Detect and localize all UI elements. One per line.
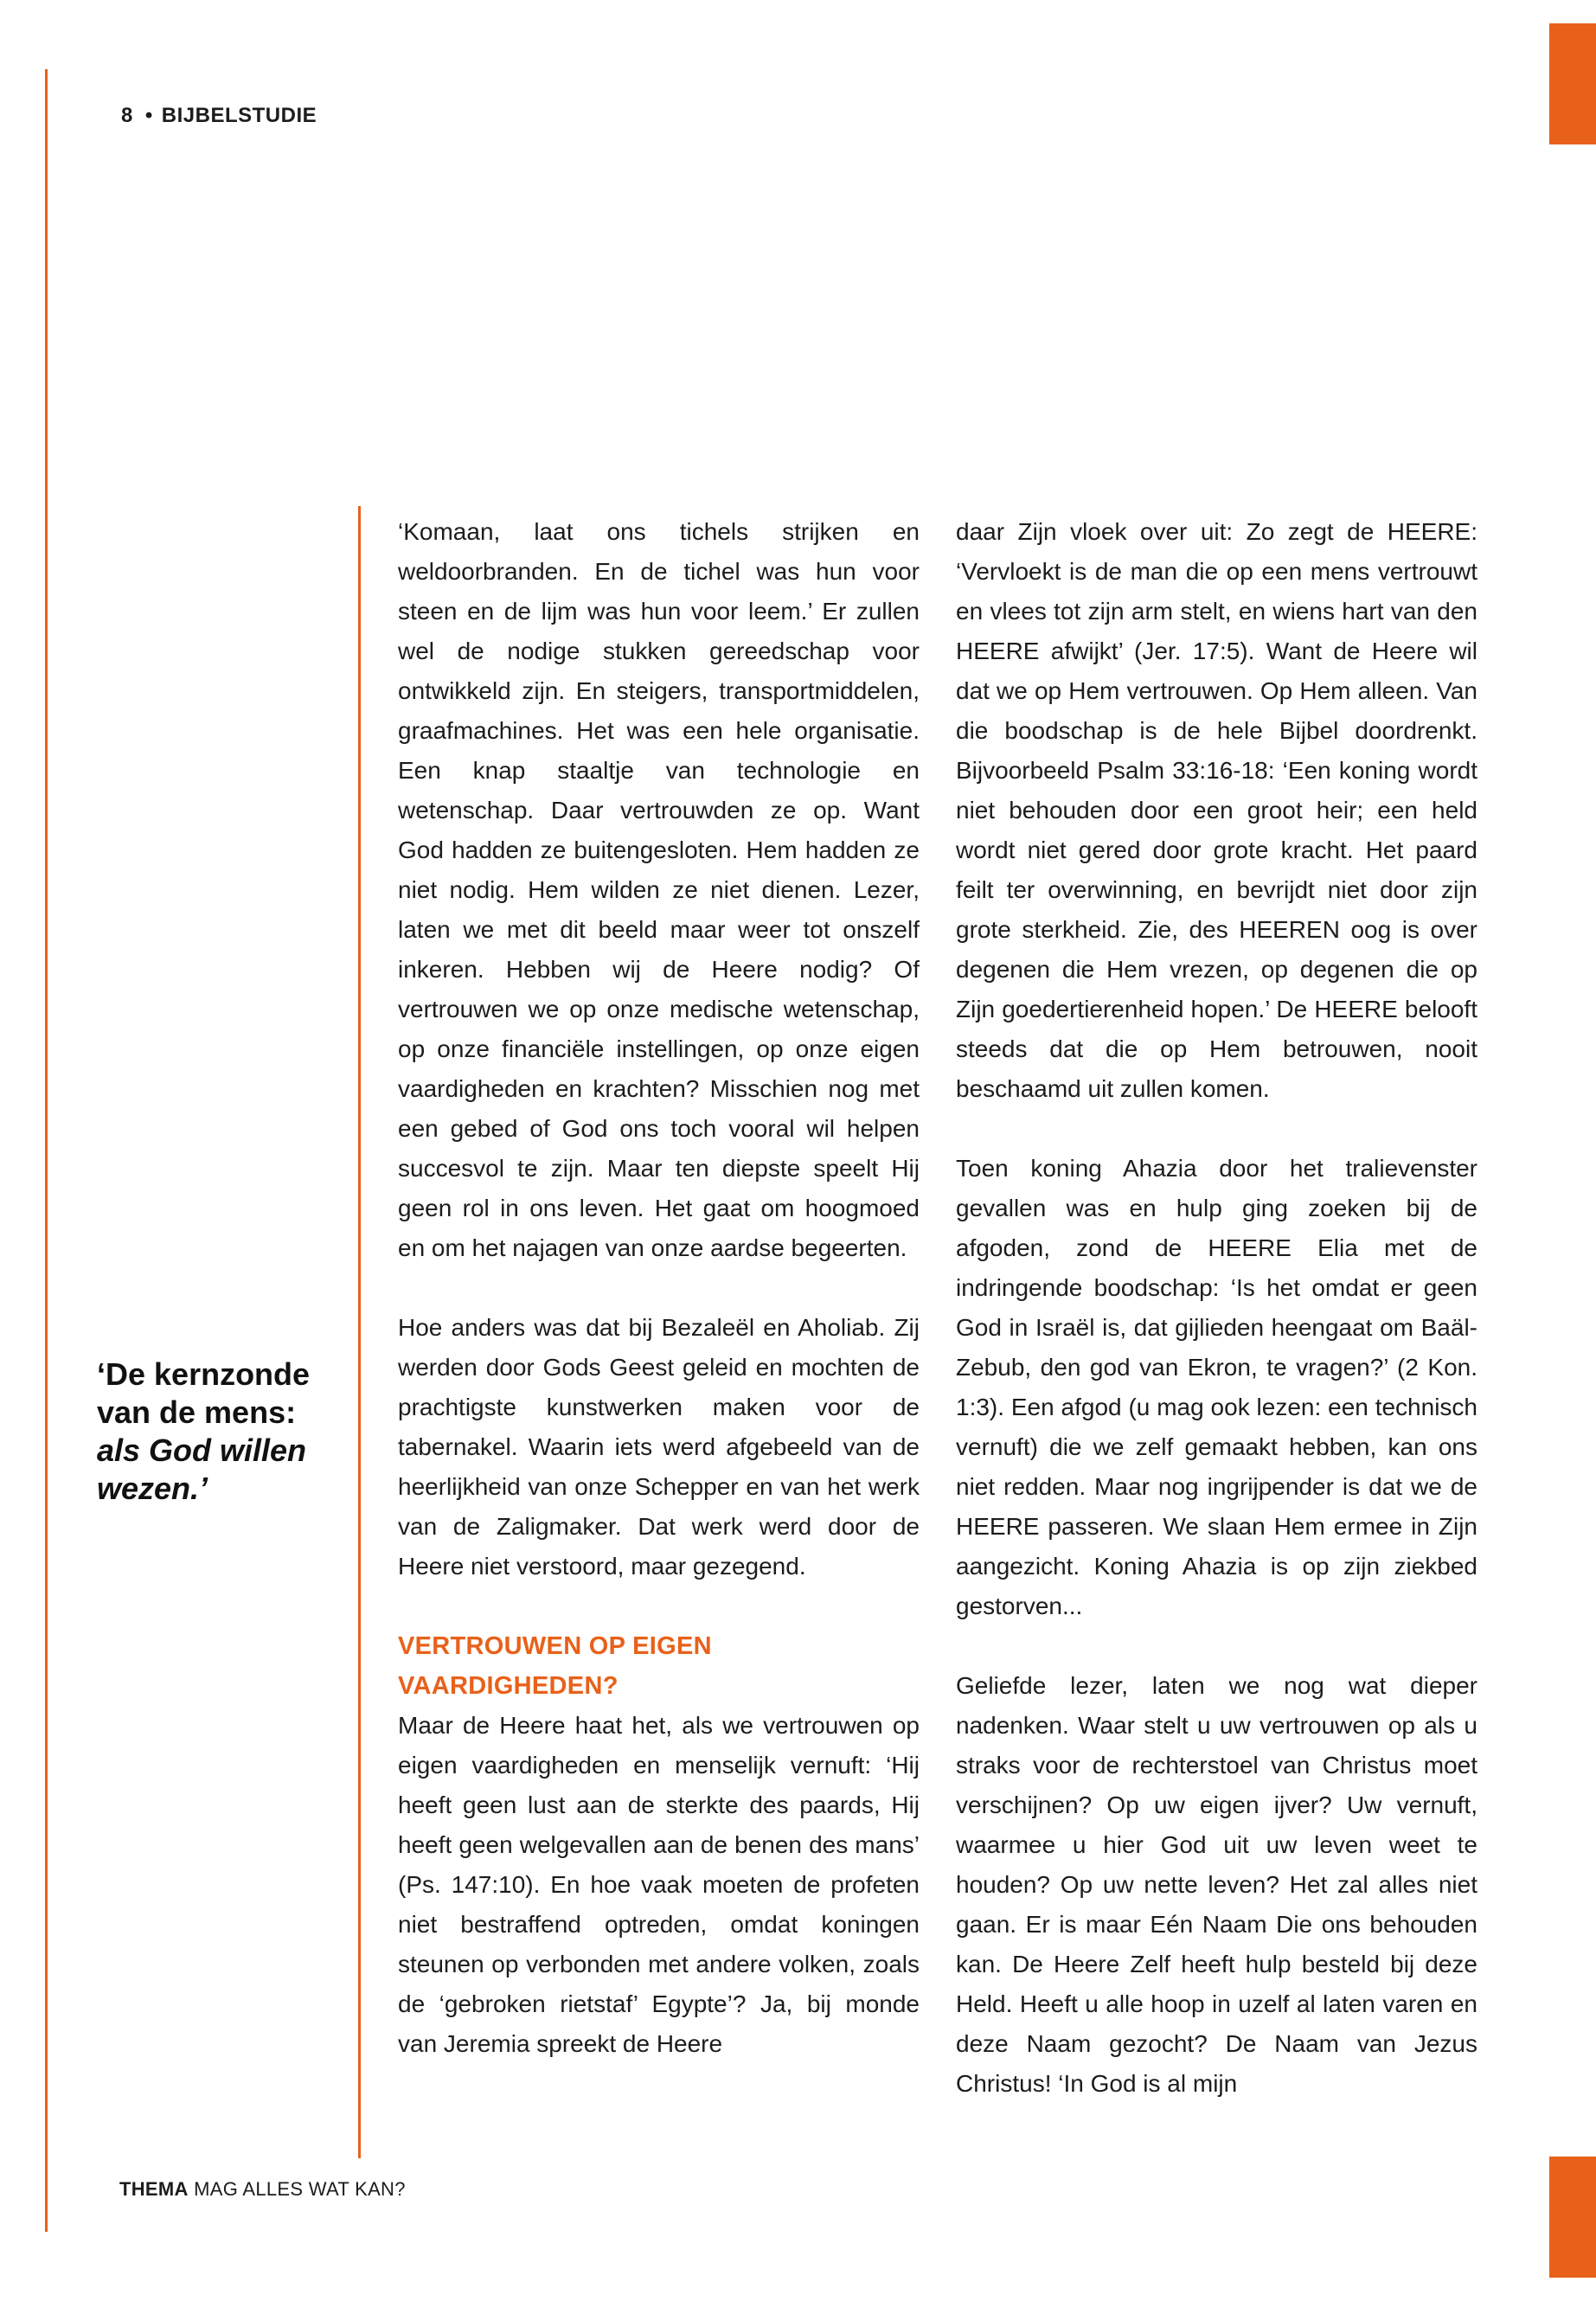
page-number: 8 <box>121 104 133 127</box>
section-heading: VERTROUWEN OP EIGEN VAARDIGHEDEN? <box>398 1632 712 1700</box>
footer-thema-label: THEMA <box>119 2178 189 2200</box>
paragraph: Maar de Heere haat het, als we vertrouwen op eigen vaardigheden en menselijk vernuft: ‘Hij heeft geen lust aan de sterkte des paards, Hij heeft geen welgevallen aan de benen des mans’ (Ps. 147:10). En hoe vaak moeten de profeten niet bestraffend optreden, omdat koningen steunen op verbonden met andere volken, zoals de ‘gebroken rietstaf’ Egypte’? Ja, bij monde van Jeremia spreekt de Heere <box>398 1712 920 2057</box>
pull-quote-line1: ‘De kernzonde van de mens: <box>97 1356 311 1430</box>
paragraph: Geliefde lezer, laten we nog wat dieper nadenken. Waar stelt u uw vertrouwen op als u straks voor de rechterstoel van Christus moet verschijnen? Op uw eigen ijver? Uw vernuft, waarmee u hier God uit uw leven weet te houden? Op uw nette leven? Het zal alles niet gaan. Er is maar Eén Naam Die ons behouden kan. De Heere Zelf heeft hulp besteld bij deze Held. Heeft u alle hoop in uzelf al laten varen en deze Naam gezocht? De Naam van Jezus Christus! ‘In God is al mijn <box>956 1672 1477 2097</box>
page-tab-bottom <box>1549 2157 1596 2278</box>
left-margin-rule <box>45 69 48 2232</box>
running-footer <box>119 2178 406 2201</box>
column-divider-rule <box>358 506 361 2158</box>
paragraph: ‘Komaan, laat ons tichels strijken en weldoorbranden. En de tichel was hun voor steen en de lijm was hun voor leem.’ Er zullen wel de nodige stukken gereedschap voor ontwikkeld zijn. En steigers, transportmiddelen, graafmachines. Het was een hele organisatie. Een knap staaltje van technologie en wetenschap. Daar vertrouwden ze op. Want God hadden ze buitengesloten. Hem hadden ze niet nodig. Hem wilden ze niet dienen. Lezer, laten we met dit beeld maar weer tot onszelf inkeren. Hebben wij de Heere nodig? Of vertrouwen we op onze medische wetenschap, op onze financiële instellingen, op onze eigen vaardigheden en krachten? Misschien nog met een gebed of God ons toch vooral wil helpen succesvol te zijn. Maar ten diepste speelt Hij geen rol in ons leven. Het gaat om hoogmoed en om het najagen van onze aardse begeerten. <box>398 518 920 1261</box>
paragraph: Hoe anders was dat bij Bezaleël en Aholiab. Zij werden door Gods Geest geleid en mochten de prachtigste kunstwerken maken voor de tabernakel. Waarin iets werd afgebeeld van de heerlijkheid van onze Schepper en van het werk van de Zaligmaker. Dat werk werd door de Heere niet verstoord, maar gezegend. <box>398 1314 920 1580</box>
paragraph: daar Zijn vloek over uit: Zo zegt de HEERE: ‘Vervloekt is de man die op een mens vertrouwt en vlees tot zijn arm stelt, en wiens hart van den HEERE afwijkt’ (Jer. 17:5). Want de Heere wil dat we op Hem vertrouwen. Op Hem alleen. Van die boodschap is de hele Bijbel doordrenkt. Bijvoorbeeld Psalm 33:16-18: ‘Een koning wordt niet behouden door een groot heir; een held wordt niet gered door grote kracht. Het paard feilt ter overwinning, en bevrijdt niet door zijn grote sterkheid. Zie, des HEEREN oog is over degenen die Hem vrezen, op degenen die op Zijn goedertierenheid hopen.’ De HEERE belooft steeds dat die op Hem betrouwen, nooit beschaamd uit zullen komen. <box>956 518 1477 1102</box>
pull-quote-line2: als God willen wezen.’ <box>97 1433 307 1506</box>
section-title: BIJBELSTUDIE <box>161 104 317 127</box>
text-column-right <box>956 512 1477 2104</box>
paragraph: Toen koning Ahazia door het tralievenster gevallen was en hulp ging zoeken bij de afgoden, zond de HEERE Elia met de indringende boodschap: ‘Is het omdat er geen God in Israël is, dat gijlieden heengaat om Baäl-Zebub, den god van Ekron, te vragen?’ (2 Kon. 1:3). Een afgod (u mag ook lezen: een technisch vernuft) die we zelf gemaakt hebben, kan ons niet redden. Maar nog ingrijpender is dat we de HEERE passeren. We slaan Hem ermee in Zijn aangezicht. Koning Ahazia is op zijn ziekbed gestorven... <box>956 1155 1477 1619</box>
text-column-left <box>398 512 920 2064</box>
page-tab-top <box>1549 23 1596 144</box>
running-header <box>121 104 317 128</box>
footer-thema-title: MAG ALLES WAT KAN? <box>194 2178 406 2200</box>
pull-quote <box>97 1356 348 1508</box>
header-bullet: • <box>144 104 153 127</box>
